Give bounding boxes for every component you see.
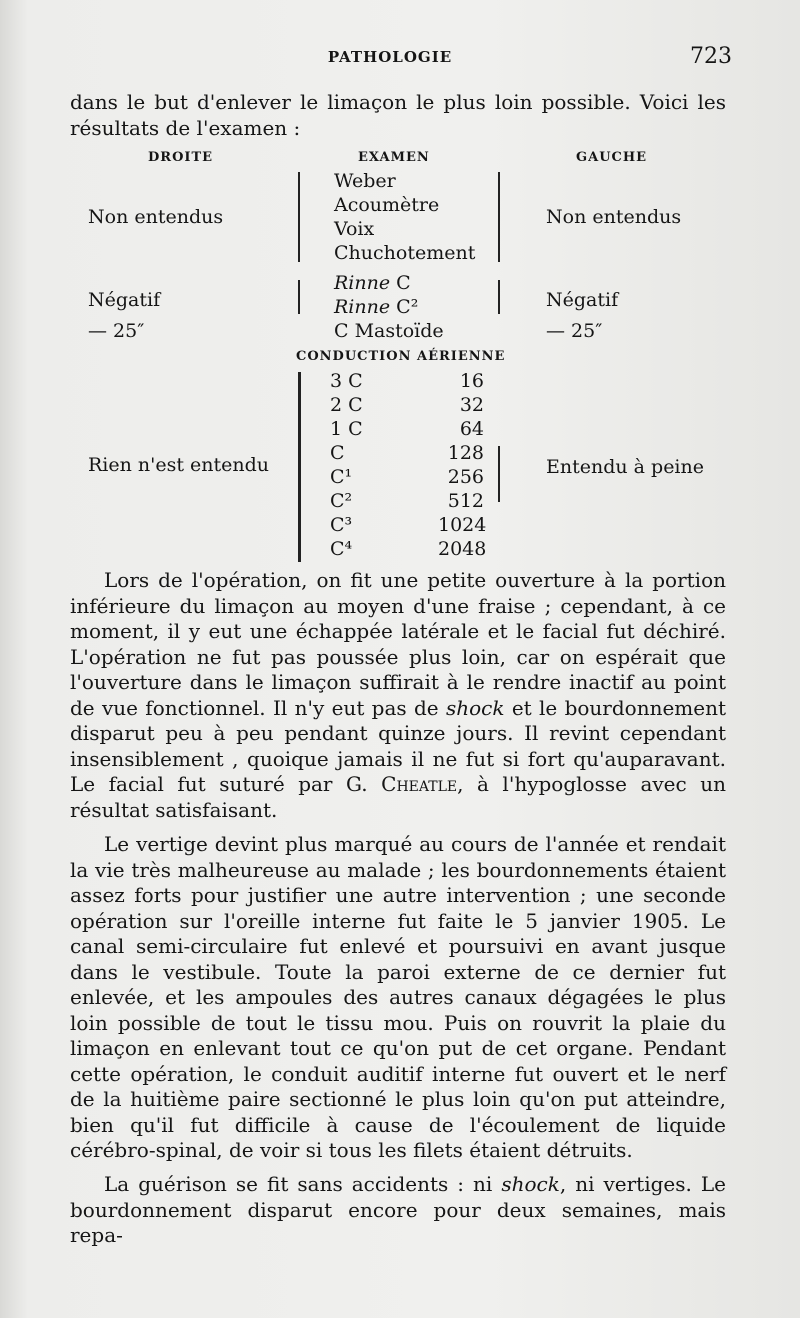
- page-number: 723: [690, 44, 732, 69]
- col-header-examen: EXAMEN: [358, 150, 430, 165]
- air-note-0: 3 C: [330, 370, 363, 392]
- exam-acoumetre: Acoumètre: [334, 194, 440, 216]
- running-header: PATHOLOGIE: [327, 48, 453, 66]
- air-note-5: C²: [330, 490, 353, 512]
- air-left-rule: [298, 372, 301, 562]
- air-note-1: 2 C: [330, 394, 363, 416]
- air-left-result: Rien n'est entendu: [88, 454, 270, 476]
- exam-rinne-c2: [334, 296, 418, 318]
- rinne-label-1: Rinne: [334, 272, 391, 294]
- rinne-label-2: Rinne: [334, 296, 391, 318]
- p2-text-c: , à l'hypoglosse avec un résultat satisfaisant.: [70, 772, 727, 822]
- brace-right-group2: [498, 280, 510, 314]
- brace-right-air: [498, 446, 510, 502]
- air-frequency-7: 2048: [438, 538, 487, 560]
- exam-rinne-c: [334, 272, 411, 294]
- brace-left-group1: [288, 172, 300, 262]
- group2-right-value: — 25″: [546, 320, 603, 342]
- air-note-6: C³: [330, 514, 353, 536]
- group2-right-result: Négatif: [546, 289, 619, 311]
- group1-right-result: Non entendus: [546, 206, 682, 228]
- air-conduction-header: CONDUCTION AÉRIENNE: [296, 349, 506, 364]
- exam-weber: Weber: [334, 170, 396, 192]
- exam-voix: Voix: [334, 218, 375, 240]
- air-note-3: C: [330, 442, 345, 464]
- intro-paragraph: dans le but d'enlever le limaçon le plus loin possible. Voici les résultats de l'examen :: [70, 90, 726, 140]
- col-header-droite: DROITE: [148, 150, 214, 165]
- air-frequency-3: 128: [447, 442, 484, 464]
- p2-name-cheatle: Cheatle: [381, 772, 458, 796]
- exam-c-mastoide: C Mastoïde: [334, 320, 444, 342]
- p4-shock: shock: [501, 1172, 560, 1196]
- air-right-result: Entendu à peine: [546, 456, 704, 478]
- air-frequency-4: 256: [447, 466, 484, 488]
- group2-left-result: Négatif: [88, 289, 161, 311]
- exam-chuchotement: Chuchotement: [334, 242, 476, 264]
- air-frequency-5: 512: [447, 490, 484, 512]
- paragraph-vertigo: Le vertige devint plus marqué au cours de l'année et rendait la vie très malheureuse au malade ; les bourdonnements étaient assez forts pour justifier une autre intervention ; une seconde opération sur l'oreille interne fut faite le 5 janvier 1905. Le canal semi-circulaire fut enlevé et poursuivi en avant jusque dans le vestibule. Toute la paroi externe de ce dernier fut enlevée, et les ampoules des autres canaux dégagées le plus loin possible de tout le tissu mou. Puis on rouvrit la plaie du limaçon en enlevant tout ce qu'on put de cet organe. Pendant cette opération, le conduit auditif interne fut ouvert et le nerf de la huitième paire sectionné le plus loin qu'on put atteindre, bien qu'il fut difficile à cause de l'écoulement de liquide cérébro-spinal, de voir si tous les filets étaient détruits.: [70, 832, 726, 1162]
- group2-left-value: — 25″: [88, 320, 145, 342]
- air-frequency-1: 32: [459, 394, 484, 416]
- air-note-7: C⁴: [330, 538, 353, 560]
- air-note-2: 1 C: [330, 418, 363, 440]
- rinne-suffix-2: C²: [396, 296, 419, 318]
- paragraph-operation: [70, 568, 726, 823]
- p2-shock: shock: [445, 695, 505, 720]
- p2-text-a: Lors de l'opération, on fit une petite ouverture à la portion inférieure du limaçon au moyen d'une fraise ; cependant, à ce moment, il y eut une échappée latérale et le facial fut déchiré. L'opération ne fut pas poussée plus loin, car on espérait que l'ouverture dans le limaçon suffirait à le rendre inactif au point de vue fonctionnel. Il n'y eut pas de: [70, 568, 726, 720]
- rinne-suffix-1: C: [396, 272, 411, 294]
- air-frequency-6: 1024: [438, 514, 487, 536]
- brace-right-group1: [498, 172, 510, 262]
- brace-left-group2: [288, 280, 300, 314]
- paragraph-healing: [70, 1172, 726, 1249]
- p4-text-a: La guérison se fit sans accidents : ni: [104, 1172, 493, 1196]
- col-header-gauche: GAUCHE: [576, 150, 648, 165]
- group1-left-result: Non entendus: [88, 206, 224, 228]
- air-frequency-2: 64: [459, 418, 484, 440]
- p4-text-b: , ni vertiges. Le bourdonnement disparut encore pour deux semaines, mais repa-: [70, 1172, 726, 1247]
- air-note-4: C¹: [330, 466, 353, 488]
- p2-text-b: et le bourdonnement disparut peu à peu pendant quinze jours. Il revint cependant insensiblement , quoique jamais il ne fut si fort qu'auparavant. Le facial fut suturé par G.: [70, 695, 727, 796]
- air-frequency-0: 16: [459, 370, 484, 392]
